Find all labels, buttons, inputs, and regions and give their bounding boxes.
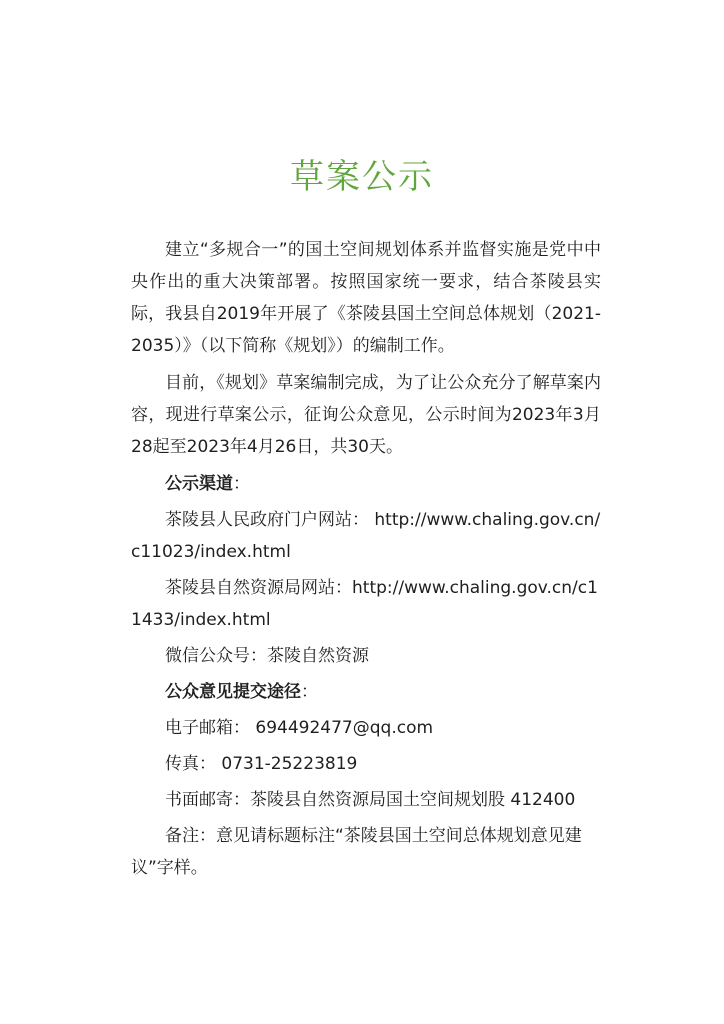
channels-heading-line: 公示渠道：	[165, 474, 250, 494]
fax-line: 传真： 0731-25223819	[165, 754, 358, 774]
resources-site-line: 茶陵县自然资源局网站：http://www.chaling.gov.cn/c11433/index.html	[131, 578, 598, 630]
wechat-line: 微信公众号：茶陵自然资源	[165, 646, 369, 666]
government-site-line: 茶陵县人民政府门户网站： http://www.chaling.gov.cn/c11023/index.html	[131, 510, 601, 562]
mail-line: 书面邮寄：茶陵县自然资源局国土空间规划股 412400	[165, 790, 576, 810]
document-body	[131, 234, 601, 888]
page-title: 草案公示	[290, 157, 434, 197]
submission-heading-line: 公众意见提交途径：	[165, 682, 318, 702]
intro-paragraph: 建立“多规合一”的国土空间规划体系并监督实施是党中中央作出的重大决策部署。按照国家统一要求，结合茶陵县实际，我县自2019年开展了《茶陵县国土空间总体规划（2021-2035）》（以下简称《规划》）的编制工作。	[131, 240, 601, 356]
notice-period-paragraph: 目前，《规划》草案编制完成，为了让公众充分了解草案内容，现进行草案公示，征询公众意见，公示时间为2023年3月28起至2023年4月26日，共30天。	[131, 373, 601, 457]
submission-heading: 公众意见提交途径	[165, 682, 301, 702]
note-line: 备注：意见请标题标注“茶陵县国土空间总体规划意见建议”字样。	[131, 826, 582, 878]
channels-heading: 公示渠道	[165, 474, 233, 494]
email-line: 电子邮箱： 694492477@qq.com	[165, 718, 434, 738]
